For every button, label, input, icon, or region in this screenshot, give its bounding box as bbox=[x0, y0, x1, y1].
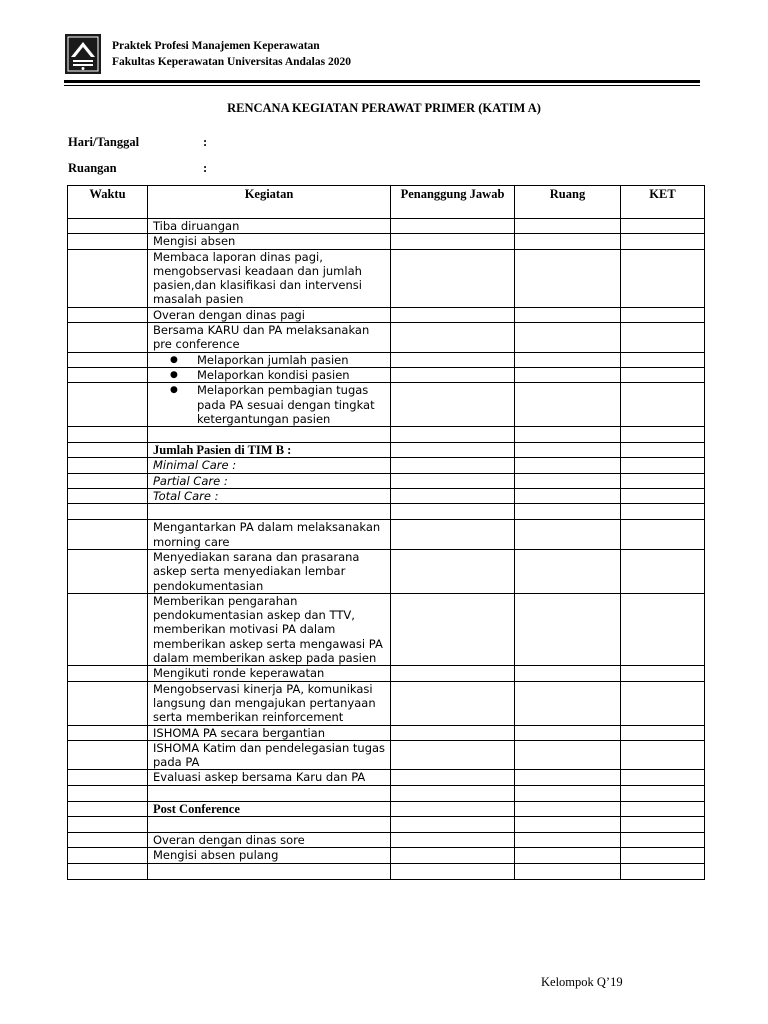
cell-ruang bbox=[515, 816, 621, 832]
schedule-table bbox=[67, 185, 705, 880]
activity-text: Melaporkan jumlah pasien bbox=[197, 352, 349, 367]
cell-waktu bbox=[68, 848, 148, 863]
cell-kegiatan bbox=[148, 832, 391, 847]
table-row bbox=[68, 307, 705, 322]
activity-text: Bersama KARU dan PA melaksanakan pre conference bbox=[153, 323, 370, 352]
cell-ruang bbox=[515, 427, 621, 443]
cell-ruang bbox=[515, 504, 621, 520]
cell-waktu bbox=[68, 234, 148, 249]
cell-ket bbox=[621, 249, 705, 307]
table-row bbox=[68, 549, 705, 593]
bullet-item bbox=[153, 368, 387, 382]
cell-waktu bbox=[68, 367, 148, 382]
table-row bbox=[68, 816, 705, 832]
cell-ket bbox=[621, 593, 705, 665]
cell-waktu bbox=[68, 427, 148, 443]
table-row bbox=[68, 785, 705, 801]
cell-waktu bbox=[68, 473, 148, 488]
activity-text: Partial Care : bbox=[153, 473, 228, 488]
cell-penanggung-jawab bbox=[391, 323, 515, 353]
cell-kegiatan bbox=[148, 234, 391, 249]
cell-ket bbox=[621, 666, 705, 681]
field-ruangan bbox=[68, 161, 208, 176]
cell-penanggung-jawab bbox=[391, 489, 515, 504]
cell-waktu bbox=[68, 666, 148, 681]
cell-penanggung-jawab bbox=[391, 593, 515, 665]
cell-penanggung-jawab bbox=[391, 770, 515, 785]
field-label: Hari/Tanggal bbox=[68, 135, 140, 149]
table-row bbox=[68, 832, 705, 847]
cell-ket bbox=[621, 725, 705, 740]
cell-ruang bbox=[515, 307, 621, 322]
cell-waktu bbox=[68, 785, 148, 801]
cell-waktu bbox=[68, 489, 148, 504]
activity-text: Overan dengan dinas pagi bbox=[153, 307, 305, 322]
cell-ruang bbox=[515, 489, 621, 504]
cell-penanggung-jawab bbox=[391, 816, 515, 832]
cell-ket bbox=[621, 740, 705, 770]
cell-waktu bbox=[68, 549, 148, 593]
table-row bbox=[68, 219, 705, 234]
document-header bbox=[64, 33, 700, 81]
cell-ket bbox=[621, 504, 705, 520]
cell-kegiatan bbox=[148, 520, 391, 550]
cell-ruang bbox=[515, 785, 621, 801]
cell-waktu bbox=[68, 383, 148, 427]
cell-ket bbox=[621, 816, 705, 832]
col-header-waktu: Waktu bbox=[68, 186, 148, 219]
cell-kegiatan bbox=[148, 367, 391, 382]
cell-waktu bbox=[68, 816, 148, 832]
cell-penanggung-jawab bbox=[391, 549, 515, 593]
cell-penanggung-jawab bbox=[391, 863, 515, 879]
cell-penanggung-jawab bbox=[391, 725, 515, 740]
university-logo-icon bbox=[64, 33, 102, 75]
cell-ket bbox=[621, 520, 705, 550]
cell-penanggung-jawab bbox=[391, 367, 515, 382]
cell-ket bbox=[621, 383, 705, 427]
field-colon: : bbox=[203, 135, 208, 149]
cell-ruang bbox=[515, 681, 621, 725]
table-row bbox=[68, 770, 705, 785]
cell-waktu bbox=[68, 520, 148, 550]
cell-ruang bbox=[515, 848, 621, 863]
table-row bbox=[68, 593, 705, 665]
cell-ket bbox=[621, 307, 705, 322]
activity-text: Membaca laporan dinas pagi, mengobservasi keadaan dan jumlah pasien,dan klasifikasi dan intervensi masalah pasien bbox=[153, 249, 362, 307]
cell-waktu bbox=[68, 323, 148, 353]
cell-kegiatan bbox=[148, 458, 391, 473]
activity-text: Minimal Care : bbox=[153, 458, 237, 473]
cell-waktu bbox=[68, 504, 148, 520]
cell-penanggung-jawab bbox=[391, 473, 515, 488]
table-row bbox=[68, 666, 705, 681]
cell-penanggung-jawab bbox=[391, 666, 515, 681]
cell-kegiatan bbox=[148, 383, 391, 427]
table-row bbox=[68, 367, 705, 382]
cell-ket bbox=[621, 832, 705, 847]
table-header-row bbox=[68, 186, 705, 219]
col-header-ruang: Ruang bbox=[515, 186, 621, 219]
cell-penanggung-jawab bbox=[391, 801, 515, 816]
cell-penanggung-jawab bbox=[391, 443, 515, 458]
bullet-icon: ● bbox=[170, 385, 178, 396]
cell-penanggung-jawab bbox=[391, 848, 515, 863]
table-row bbox=[68, 504, 705, 520]
cell-ruang bbox=[515, 549, 621, 593]
cell-waktu bbox=[68, 801, 148, 816]
cell-kegiatan bbox=[148, 504, 391, 520]
activity-text: Mengobservasi kinerja PA, komunikasi langsung dan mengajukan pertanyaan serta memberikan reinforcement bbox=[153, 681, 376, 725]
cell-ket bbox=[621, 785, 705, 801]
table-row bbox=[68, 473, 705, 488]
col-header-ket: KET bbox=[621, 186, 705, 219]
table-row bbox=[68, 681, 705, 725]
cell-ket bbox=[621, 443, 705, 458]
cell-kegiatan bbox=[148, 863, 391, 879]
activity-text: Tiba diruangan bbox=[153, 219, 240, 233]
cell-ruang bbox=[515, 770, 621, 785]
cell-waktu bbox=[68, 725, 148, 740]
cell-kegiatan bbox=[148, 549, 391, 593]
activity-text: Jumlah Pasien di TIM B : bbox=[153, 443, 292, 458]
cell-penanggung-jawab bbox=[391, 219, 515, 234]
table-row bbox=[68, 520, 705, 550]
table-row bbox=[68, 443, 705, 458]
activity-text: Mengisi absen bbox=[153, 234, 236, 249]
cell-ruang bbox=[515, 323, 621, 353]
activity-text: Total Care : bbox=[153, 489, 219, 504]
cell-ket bbox=[621, 681, 705, 725]
cell-penanggung-jawab bbox=[391, 681, 515, 725]
field-label: Ruangan bbox=[68, 161, 117, 175]
cell-waktu bbox=[68, 681, 148, 725]
faculty-name: Fakultas Keperawatan Universitas Andalas 2020 bbox=[112, 56, 351, 68]
cell-waktu bbox=[68, 832, 148, 847]
table-row bbox=[68, 801, 705, 816]
table-row bbox=[68, 352, 705, 367]
cell-penanggung-jawab bbox=[391, 740, 515, 770]
activity-text: Memberikan pengarahan pendokumentasian askep dan TTV, memberikan motivasi PA dalam memberikan askep serta mengawasi PA dalam memberikan askep pada pasien bbox=[153, 593, 383, 666]
cell-ruang bbox=[515, 520, 621, 550]
cell-waktu bbox=[68, 458, 148, 473]
cell-ruang bbox=[515, 443, 621, 458]
cell-ruang bbox=[515, 383, 621, 427]
cell-waktu bbox=[68, 593, 148, 665]
cell-ket bbox=[621, 770, 705, 785]
header-rule-thin bbox=[64, 85, 700, 86]
cell-kegiatan bbox=[148, 801, 391, 816]
cell-ket bbox=[621, 219, 705, 234]
cell-kegiatan bbox=[148, 489, 391, 504]
cell-ket bbox=[621, 863, 705, 879]
cell-waktu bbox=[68, 740, 148, 770]
cell-waktu bbox=[68, 307, 148, 322]
cell-ruang bbox=[515, 740, 621, 770]
cell-kegiatan bbox=[148, 666, 391, 681]
cell-kegiatan bbox=[148, 770, 391, 785]
cell-ruang bbox=[515, 352, 621, 367]
cell-kegiatan bbox=[148, 725, 391, 740]
cell-penanggung-jawab bbox=[391, 352, 515, 367]
cell-ket bbox=[621, 352, 705, 367]
table-row bbox=[68, 725, 705, 740]
activity-text: Mengisi absen pulang bbox=[153, 848, 279, 863]
cell-ket bbox=[621, 458, 705, 473]
activity-text: Post Conference bbox=[153, 801, 240, 816]
activity-text: ISHOMA Katim dan pendelegasian tugas pada PA bbox=[153, 740, 386, 770]
cell-ruang bbox=[515, 593, 621, 665]
cell-ruang bbox=[515, 473, 621, 488]
cell-ket bbox=[621, 367, 705, 382]
cell-ket bbox=[621, 473, 705, 488]
table-row bbox=[68, 848, 705, 863]
bullet-item bbox=[153, 383, 387, 426]
cell-kegiatan bbox=[148, 219, 391, 234]
cell-kegiatan bbox=[148, 427, 391, 443]
cell-penanggung-jawab bbox=[391, 520, 515, 550]
cell-penanggung-jawab bbox=[391, 383, 515, 427]
table-row bbox=[68, 489, 705, 504]
table-row bbox=[68, 427, 705, 443]
cell-kegiatan bbox=[148, 816, 391, 832]
table-row bbox=[68, 863, 705, 879]
cell-ket bbox=[621, 323, 705, 353]
table-row bbox=[68, 234, 705, 249]
cell-kegiatan bbox=[148, 785, 391, 801]
cell-ruang bbox=[515, 458, 621, 473]
activity-text: Evaluasi askep bersama Karu dan PA bbox=[153, 770, 366, 785]
cell-ruang bbox=[515, 801, 621, 816]
header-rule-thick bbox=[64, 80, 700, 83]
cell-waktu bbox=[68, 770, 148, 785]
footer-group-label: Kelompok Q’19 bbox=[541, 975, 623, 989]
activity-text: Melaporkan kondisi pasien bbox=[197, 367, 350, 382]
cell-waktu bbox=[68, 219, 148, 234]
cell-ket bbox=[621, 234, 705, 249]
table-body bbox=[68, 219, 705, 880]
cell-kegiatan bbox=[148, 443, 391, 458]
cell-penanggung-jawab bbox=[391, 307, 515, 322]
cell-waktu bbox=[68, 352, 148, 367]
cell-waktu bbox=[68, 249, 148, 307]
cell-ket bbox=[621, 427, 705, 443]
col-header-penanggung-jawab: Penanggung Jawab bbox=[391, 186, 515, 219]
bullet-icon: ● bbox=[170, 369, 178, 380]
cell-kegiatan bbox=[148, 740, 391, 770]
course-name: Praktek Profesi Manajemen Keperawatan bbox=[112, 40, 320, 52]
cell-ket bbox=[621, 801, 705, 816]
table-row bbox=[68, 740, 705, 770]
cell-ruang bbox=[515, 219, 621, 234]
cell-ruang bbox=[515, 863, 621, 879]
activity-text: Overan dengan dinas sore bbox=[153, 832, 305, 847]
activity-text: Melaporkan pembagian tugas pada PA sesuai dengan tingkat ketergantungan pasien bbox=[197, 383, 375, 426]
bullet-icon: ● bbox=[170, 354, 178, 365]
cell-ruang bbox=[515, 666, 621, 681]
activity-text: ISHOMA PA secara bergantian bbox=[153, 725, 326, 740]
col-header-kegiatan: Kegiatan bbox=[148, 186, 391, 219]
bullet-item bbox=[153, 353, 387, 367]
cell-waktu bbox=[68, 443, 148, 458]
cell-kegiatan bbox=[148, 249, 391, 307]
activity-text: Mengikuti ronde keperawatan bbox=[153, 666, 325, 681]
cell-kegiatan bbox=[148, 473, 391, 488]
cell-kegiatan bbox=[148, 323, 391, 353]
table-row bbox=[68, 249, 705, 307]
cell-ket bbox=[621, 549, 705, 593]
table-row bbox=[68, 458, 705, 473]
cell-penanggung-jawab bbox=[391, 832, 515, 847]
cell-ruang bbox=[515, 832, 621, 847]
cell-penanggung-jawab bbox=[391, 458, 515, 473]
cell-ruang bbox=[515, 725, 621, 740]
cell-waktu bbox=[68, 863, 148, 879]
table-row bbox=[68, 383, 705, 427]
cell-penanggung-jawab bbox=[391, 785, 515, 801]
cell-penanggung-jawab bbox=[391, 234, 515, 249]
cell-ket bbox=[621, 848, 705, 863]
cell-penanggung-jawab bbox=[391, 504, 515, 520]
cell-kegiatan bbox=[148, 307, 391, 322]
field-colon: : bbox=[203, 161, 208, 175]
cell-ruang bbox=[515, 367, 621, 382]
cell-ket bbox=[621, 489, 705, 504]
cell-penanggung-jawab bbox=[391, 249, 515, 307]
cell-ruang bbox=[515, 234, 621, 249]
field-hari-tanggal bbox=[68, 135, 208, 150]
cell-kegiatan bbox=[148, 593, 391, 665]
table-row bbox=[68, 323, 705, 353]
cell-ruang bbox=[515, 249, 621, 307]
institution-text bbox=[112, 38, 351, 70]
cell-kegiatan bbox=[148, 681, 391, 725]
cell-kegiatan bbox=[148, 848, 391, 863]
document-title: RENCANA KEGIATAN PERAWAT PRIMER (KATIM A) bbox=[227, 101, 541, 115]
activity-text: Menyediakan sarana dan prasarana askep serta menyediakan lembar pendokumentasian bbox=[153, 549, 360, 593]
cell-penanggung-jawab bbox=[391, 427, 515, 443]
activity-text: Mengantarkan PA dalam melaksanakan morning care bbox=[153, 520, 381, 549]
cell-kegiatan bbox=[148, 352, 391, 367]
